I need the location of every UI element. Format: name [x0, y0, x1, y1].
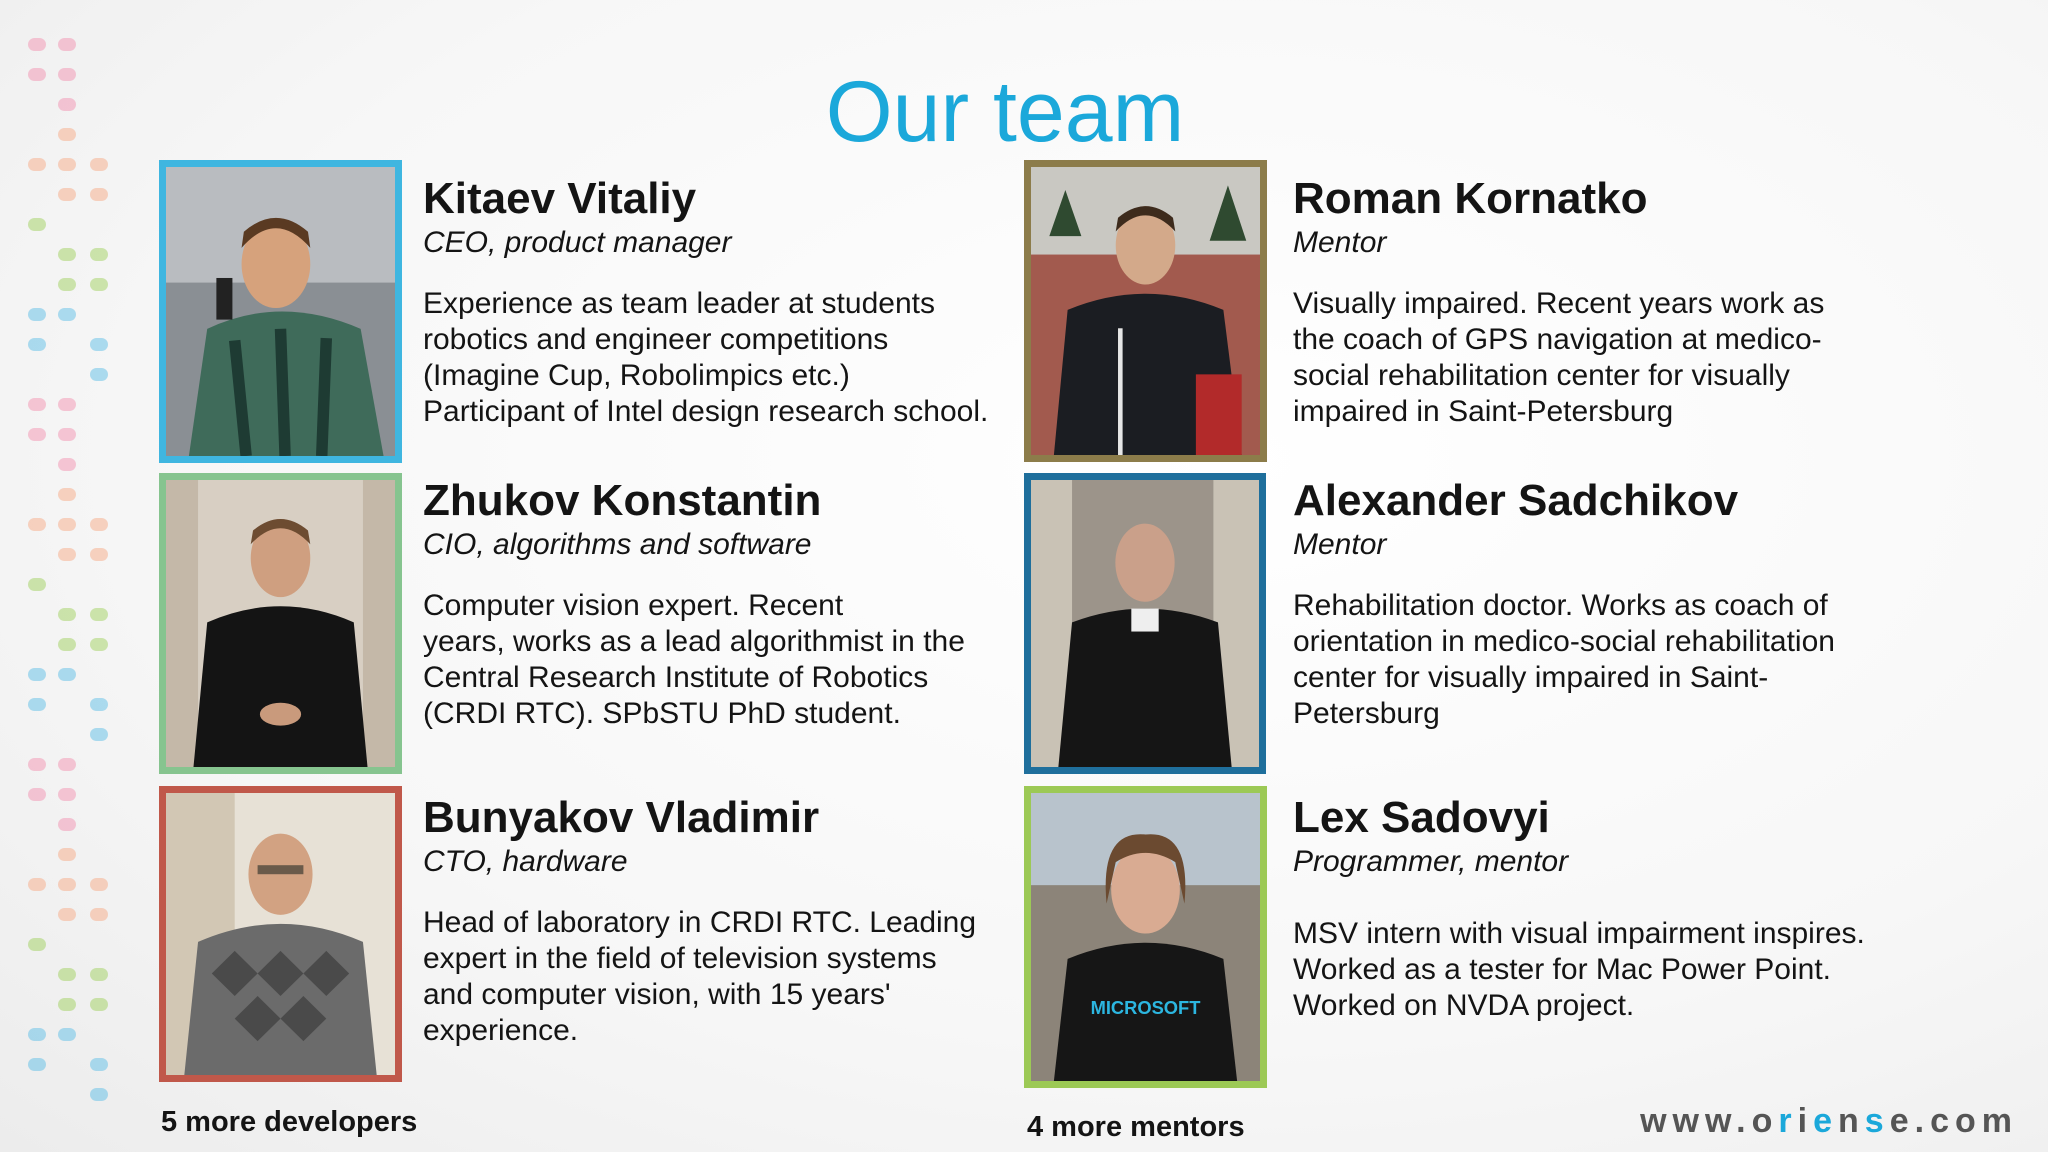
member-description	[1293, 916, 1865, 1024]
decorative-dot	[90, 278, 108, 291]
decorative-dot	[28, 1058, 46, 1071]
decorative-dot	[58, 668, 76, 681]
decorative-dot	[28, 518, 46, 531]
decorative-dot	[58, 38, 76, 51]
website-url-part: e	[1889, 1102, 1915, 1140]
decorative-dot	[58, 908, 76, 921]
decorative-dot	[90, 638, 108, 651]
decorative-dot	[58, 488, 76, 501]
decorative-dot	[58, 638, 76, 651]
decorative-dot	[28, 398, 46, 411]
description-line: (Imagine Cup, Robolimpics etc.)	[423, 359, 850, 392]
website-url-part: r	[1778, 1102, 1798, 1140]
decorative-dot	[90, 518, 108, 531]
decorative-dot	[28, 338, 46, 351]
decorative-dot	[58, 818, 76, 831]
decorative-dot	[90, 548, 108, 561]
decorative-dot	[58, 878, 76, 891]
decorative-dot	[58, 308, 76, 321]
description-line: Petersburg	[1293, 697, 1440, 730]
decorative-dot	[28, 578, 46, 591]
decorative-dot	[90, 878, 108, 891]
description-line: Worked on NVDA project.	[1293, 989, 1635, 1022]
description-line: Worked as a tester for Mac Power Point.	[1293, 953, 1831, 986]
member-description	[423, 905, 976, 1049]
member-name: Lex Sadovyi	[1293, 793, 1550, 842]
member-photo	[159, 786, 402, 1082]
decorative-dot	[90, 248, 108, 261]
decorative-dot	[58, 968, 76, 981]
decorative-dot	[28, 218, 46, 231]
decorative-dot	[28, 428, 46, 441]
decorative-dot	[90, 368, 108, 381]
member-photo	[1024, 160, 1267, 462]
decorative-dot	[58, 788, 76, 801]
member-name: Roman Kornatko	[1293, 174, 1648, 223]
decorative-dot	[90, 698, 108, 711]
decorative-dot	[58, 398, 76, 411]
description-line: social rehabilitation center for visually	[1293, 359, 1790, 392]
description-line: Head of laboratory in CRDI RTC. Leading	[423, 906, 977, 939]
decorative-dot	[58, 548, 76, 561]
description-line: expert in the field of television systems	[423, 942, 937, 975]
decorative-dot	[28, 758, 46, 771]
decorative-dot	[90, 608, 108, 621]
decorative-dot	[58, 1028, 76, 1041]
decorative-dot	[90, 338, 108, 351]
decorative-dot	[28, 1028, 46, 1041]
member-role: Mentor	[1293, 528, 1387, 561]
decorative-dot	[58, 848, 76, 861]
description-line: experience.	[423, 1014, 579, 1047]
shirt-logo-text: MICROSOFT	[1090, 997, 1201, 1019]
decorative-dot	[90, 188, 108, 201]
website-url-part: www.o	[1640, 1102, 1779, 1140]
member-photo	[1024, 473, 1266, 774]
description-line: Participant of Intel design research school.	[423, 395, 989, 428]
description-line: impaired in Saint-Petersburg	[1293, 395, 1674, 428]
member-photo	[159, 473, 402, 774]
more-mentors-note: 4 more mentors	[1027, 1111, 1245, 1143]
decorative-dot	[28, 308, 46, 321]
member-description	[1293, 588, 1835, 732]
decorative-dot	[28, 668, 46, 681]
decorative-dot	[58, 188, 76, 201]
decorative-dot	[58, 998, 76, 1011]
website-url	[1640, 1102, 2018, 1141]
member-role: CEO, product manager	[423, 226, 732, 259]
member-photo	[159, 160, 402, 463]
website-url-part: s	[1864, 1102, 1890, 1140]
decorative-dot	[58, 608, 76, 621]
more-developers-note: 5 more developers	[161, 1106, 418, 1138]
website-url-part: i	[1797, 1102, 1814, 1140]
decorative-dot	[28, 788, 46, 801]
description-line: robotics and engineer competitions	[423, 323, 889, 356]
decorative-dot	[28, 38, 46, 51]
decorative-dot	[58, 248, 76, 261]
description-line: orientation in medico-social rehabilitation	[1293, 625, 1835, 658]
decorative-dot	[58, 428, 76, 441]
decorative-dot	[28, 878, 46, 891]
decorative-dot	[58, 278, 76, 291]
website-url-part: .com	[1914, 1102, 2018, 1140]
description-line: MSV intern with visual impairment inspires.	[1293, 917, 1865, 950]
member-role: Programmer, mentor	[1293, 845, 1569, 878]
member-name: Alexander Sadchikov	[1293, 476, 1739, 525]
member-description	[423, 588, 965, 732]
description-line: Experience as team leader at students	[423, 287, 935, 320]
decorative-dot	[58, 458, 76, 471]
description-line: the coach of GPS navigation at medico-	[1293, 323, 1822, 356]
decorative-dot	[58, 518, 76, 531]
description-line: and computer vision, with 15 years'	[423, 978, 891, 1011]
description-line: center for visually impaired in Saint-	[1293, 661, 1769, 694]
decorative-dot	[90, 968, 108, 981]
website-url-part: e	[1813, 1102, 1839, 1140]
description-line: Visually impaired. Recent years work as	[1293, 287, 1825, 320]
member-role: CIO, algorithms and software	[423, 528, 812, 561]
decorative-dot	[90, 1058, 108, 1071]
decorative-dot	[58, 758, 76, 771]
decorative-dot	[90, 728, 108, 741]
description-line: Central Research Institute of Robotics	[423, 661, 929, 694]
member-description	[1293, 286, 1824, 430]
description-line: years, works as a lead algorithmist in the	[423, 625, 965, 658]
decorative-dot-pattern	[0, 0, 120, 1152]
decorative-dot	[90, 908, 108, 921]
member-role: Mentor	[1293, 226, 1387, 259]
description-line: Computer vision expert. Recent	[423, 589, 844, 622]
decorative-dot	[90, 1088, 108, 1101]
member-photo	[1024, 786, 1267, 1088]
website-url-part: n	[1838, 1102, 1865, 1140]
member-name: Bunyakov Vladimir	[423, 793, 820, 842]
member-name: Zhukov Konstantin	[423, 476, 822, 525]
member-name: Kitaev Vitaliy	[423, 174, 697, 223]
member-description	[423, 286, 988, 430]
decorative-dot	[90, 998, 108, 1011]
member-role: CTO, hardware	[423, 845, 628, 878]
page-title: Our team	[825, 64, 1185, 160]
description-line: (CRDI RTC). SPbSTU PhD student.	[423, 697, 901, 730]
decorative-dot	[28, 698, 46, 711]
description-line: Rehabilitation doctor. Works as coach of	[1293, 589, 1828, 622]
decorative-dot	[28, 938, 46, 951]
